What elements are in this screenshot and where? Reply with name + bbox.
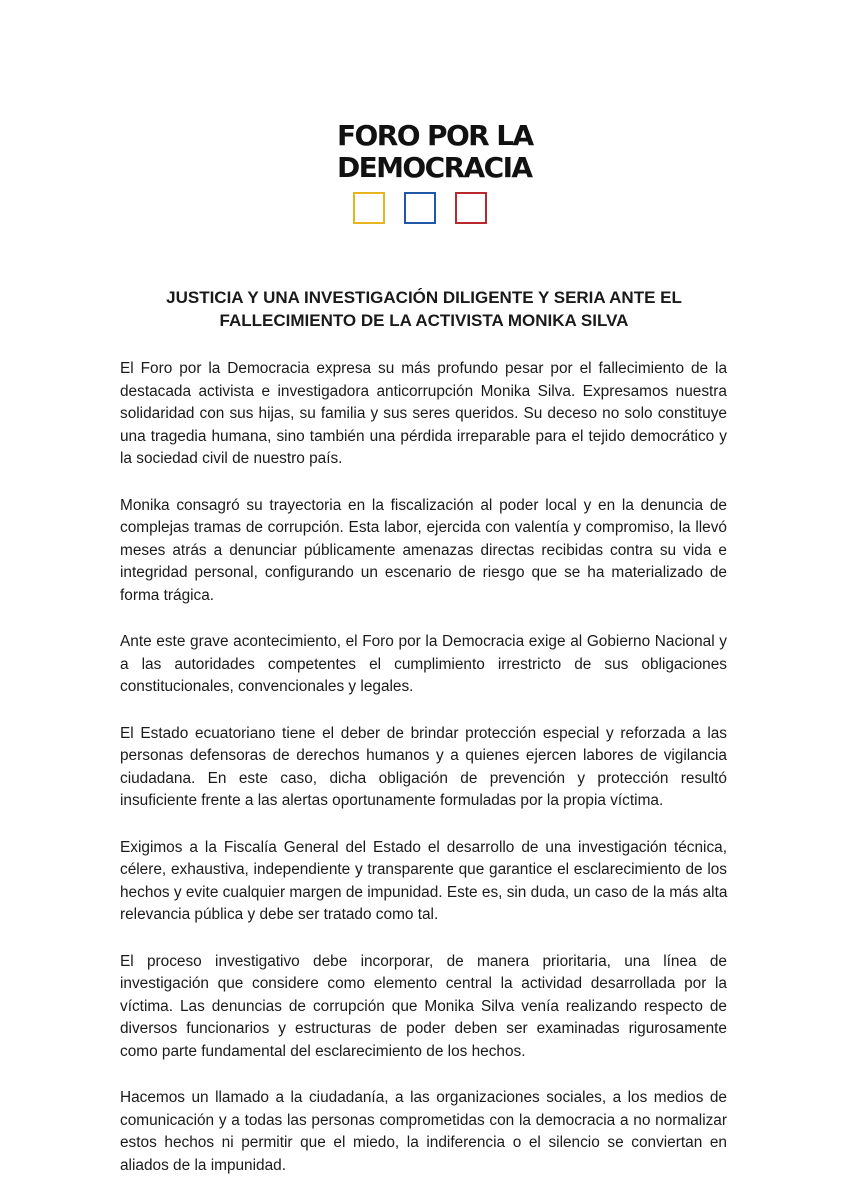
paragraph <box>120 495 727 608</box>
logo-text-line-2: DEMOCRACIA <box>337 151 532 184</box>
paragraph-line: víctima. Las denuncias de corrupción que Monika Silva venía realizando respecto de <box>120 997 727 1015</box>
paragraph-line: Exigimos a la Fiscalía General del Estado el desarrollo de una investigación técnica, <box>120 838 727 856</box>
paragraph-line: El Estado ecuatoriano tiene el deber de brindar protección especial y reforzada a las <box>120 724 727 742</box>
paragraph <box>120 631 727 699</box>
paragraph-line: la sociedad civil de nuestro país. <box>120 450 343 467</box>
logo-squares <box>353 192 493 226</box>
paragraph-line: Monika consagró su trayectoria en la fiscalización al poder local y en la denuncia de <box>120 496 727 514</box>
logo-square-blue <box>404 192 436 224</box>
paragraph-line: estos hechos ni permitir que el miedo, la indiferencia o el silencio se conviertan en <box>120 1134 727 1151</box>
paragraph-line: meses atrás a denunciar públicamente amenazas directas recibidas contra su vida e <box>120 541 727 559</box>
paragraph <box>120 837 727 927</box>
logo-square-yellow <box>353 192 385 224</box>
paragraph-line: hechos y evite cualquier margen de impunidad. Este es, sin duda, un caso de la más alta <box>120 883 728 901</box>
paragraph-line: destacada activista e investigadora anticorrupción Monika Silva. Expresamos nuestra <box>120 382 727 400</box>
logo-text-line-1: FORO POR LA <box>337 119 533 152</box>
paragraph-line: aliados de la impunidad. <box>120 1156 286 1174</box>
paragraph-line: diversos funcionarios y estructuras de poder deben ser examinadas rigurosamente <box>120 1020 727 1037</box>
title-line-1: JUSTICIA Y UNA INVESTIGACIÓN DILIGENTE Y SERIA ANTE EL <box>166 288 682 307</box>
paragraph-line: Ante este grave acontecimiento, el Foro por la Democracia exige al Gobierno Nacional y <box>120 633 727 650</box>
paragraph-line: El Foro por la Democracia expresa su más profundo pesar por el fallecimiento de la <box>120 360 727 377</box>
paragraph <box>120 358 727 471</box>
title-line-2: FALLECIMIENTO DE LA ACTIVISTA MONIKA SILVA <box>219 311 629 330</box>
paragraph-line: complejas tramas de corrupción. Esta labor, ejercida con valentía y compromiso, la llevó <box>120 519 727 536</box>
paragraph-line: solidaridad con sus hijas, su familia y sus seres queridos. Su deceso no solo constituye <box>120 405 727 422</box>
paragraph-line: Hacemos un llamado a la ciudadanía, a las organizaciones sociales, a los medios de <box>120 1089 727 1106</box>
paragraph-line: a las autoridades competentes el cumplimiento irrestricto de sus obligaciones <box>120 655 727 673</box>
document-title <box>100 286 748 332</box>
paragraph-line: insuficiente frente a las alertas oportunamente formuladas por la propia víctima. <box>120 792 664 809</box>
paragraph-line: constitucionales, convencionales y legales. <box>120 678 414 695</box>
paragraph <box>120 1087 727 1177</box>
paragraph-line: ciudadana. En este caso, dicha obligación de prevención y protección resultó <box>120 769 727 787</box>
paragraph-line: integridad personal, configurando un escenario de riesgo que se ha materializado de <box>120 564 727 581</box>
paragraph <box>120 951 727 1064</box>
paragraph-line: comunicación y a todas las personas comprometidas con la democracia a no normalizar <box>120 1111 727 1129</box>
paragraph <box>120 723 727 813</box>
paragraph-line: célere, exhaustiva, independiente y transparente que garantice el esclarecimiento de los <box>120 861 727 878</box>
paragraph-line: relevancia pública y debe ser tratado como tal. <box>120 906 439 923</box>
paragraph-line: forma trágica. <box>120 586 215 604</box>
logo-square-red <box>455 192 487 224</box>
paragraph-line: El proceso investigativo debe incorporar, de manera prioritaria, una línea de <box>120 952 727 970</box>
document-body <box>120 358 727 1201</box>
paragraph-line: investigación que considere como elemento central la actividad desarrollada por la <box>120 975 727 992</box>
foro-logo <box>337 119 533 184</box>
paragraph-line: como parte fundamental del esclarecimiento de los hechos. <box>120 1042 526 1060</box>
paragraph-line: personas defensoras de derechos humanos y a quienes ejercen labores de vigilancia <box>120 747 727 764</box>
paragraph-line: una tragedia humana, sino también una pérdida irreparable para el tejido democrático y <box>120 427 727 445</box>
